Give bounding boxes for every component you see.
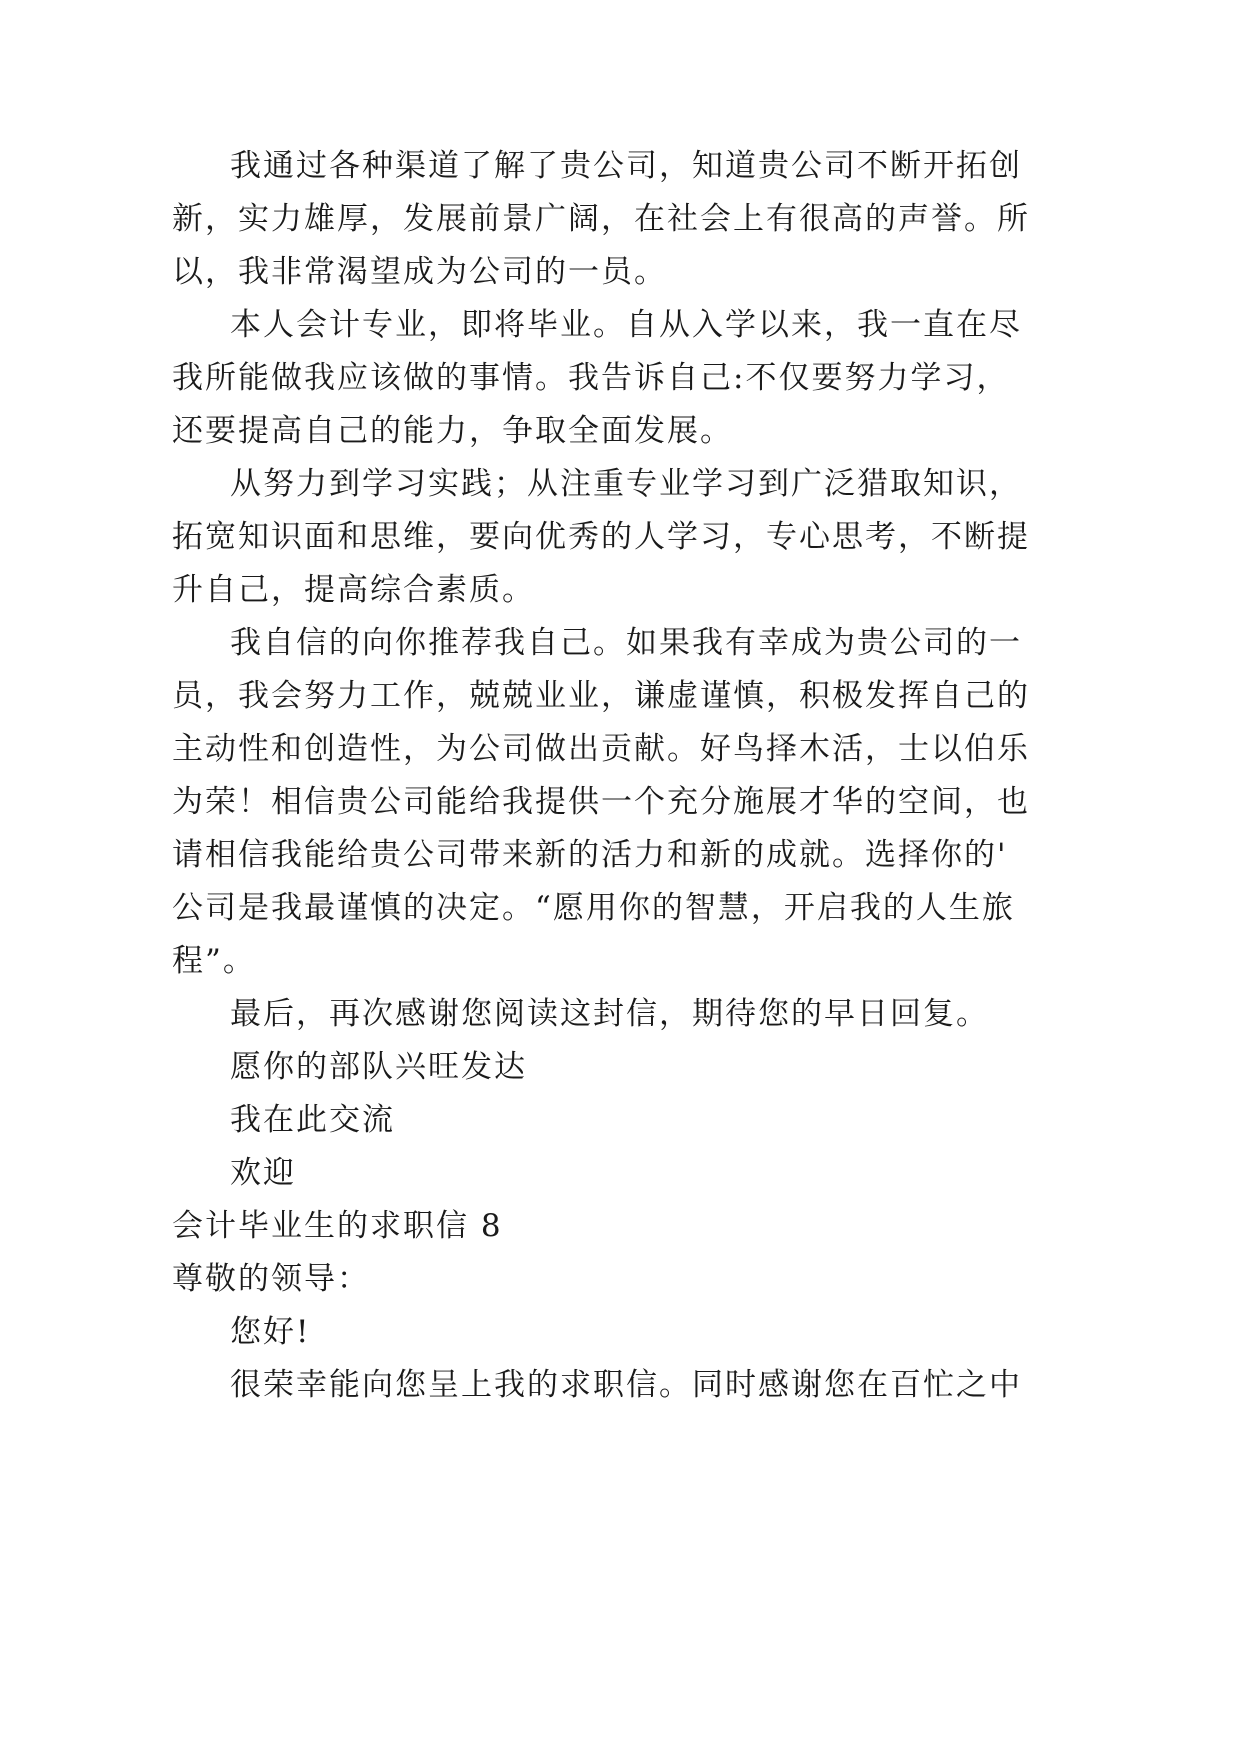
text-line: 请相信我能给贵公司带来新的活力和新的成就。选择你的' [172, 837, 1008, 873]
text-line: 我自信的向你推荐我自己。如果我有幸成为贵公司的一 [230, 625, 1022, 661]
text-line: 本人会计专业，即将毕业。自从入学以来，我一直在尽 [230, 307, 1022, 343]
text-line: 拓宽知识面和思维，要向优秀的人学习，专心思考，不断提 [172, 519, 1030, 555]
text-line: 以，我非常渴望成为公司的一员。 [172, 254, 667, 290]
text-line: 主动性和创造性，为公司做出贡献。好鸟择木活，士以伯乐 [172, 731, 1030, 767]
text-line: 还要提高自己的能力，争取全面发展。 [172, 413, 733, 449]
text-line: 我通过各种渠道了解了贵公司，知道贵公司不断开拓创 [230, 148, 1022, 184]
salutation: 尊敬的领导： [172, 1261, 370, 1297]
text-line: 升自己，提高综合素质。 [172, 572, 535, 608]
greeting: 您好! [230, 1314, 311, 1350]
text-line: 程”。 [172, 943, 256, 979]
text-line: 很荣幸能向您呈上我的求职信。同时感谢您在百忙之中 [230, 1367, 1022, 1403]
text-line: 公司是我最谨慎的决定。“愿用你的智慧，开启我的人生旅 [172, 890, 1015, 926]
text-line: 欢迎 [230, 1155, 296, 1191]
text-line: 员，我会努力工作，兢兢业业，谦虚谨慎，积极发挥自己的 [172, 678, 1030, 714]
section-heading: 会计毕业生的求职信 8 [172, 1208, 503, 1244]
text-line: 我所能做我应该做的事情。我告诉自己:不仅要努力学习， [172, 360, 1010, 396]
text-line: 为荣！相信贵公司能给我提供一个充分施展才华的空间，也 [172, 784, 1030, 820]
text-line: 最后，再次感谢您阅读这封信，期待您的早日回复。 [230, 996, 989, 1032]
text-line: 我在此交流 [230, 1102, 395, 1138]
text-line: 愿你的部队兴旺发达 [230, 1049, 527, 1085]
text-line: 新，实力雄厚，发展前景广阔，在社会上有很高的声誉。所 [172, 201, 1030, 237]
text-line: 从努力到学习实践；从注重专业学习到广泛猎取知识， [230, 466, 1022, 502]
